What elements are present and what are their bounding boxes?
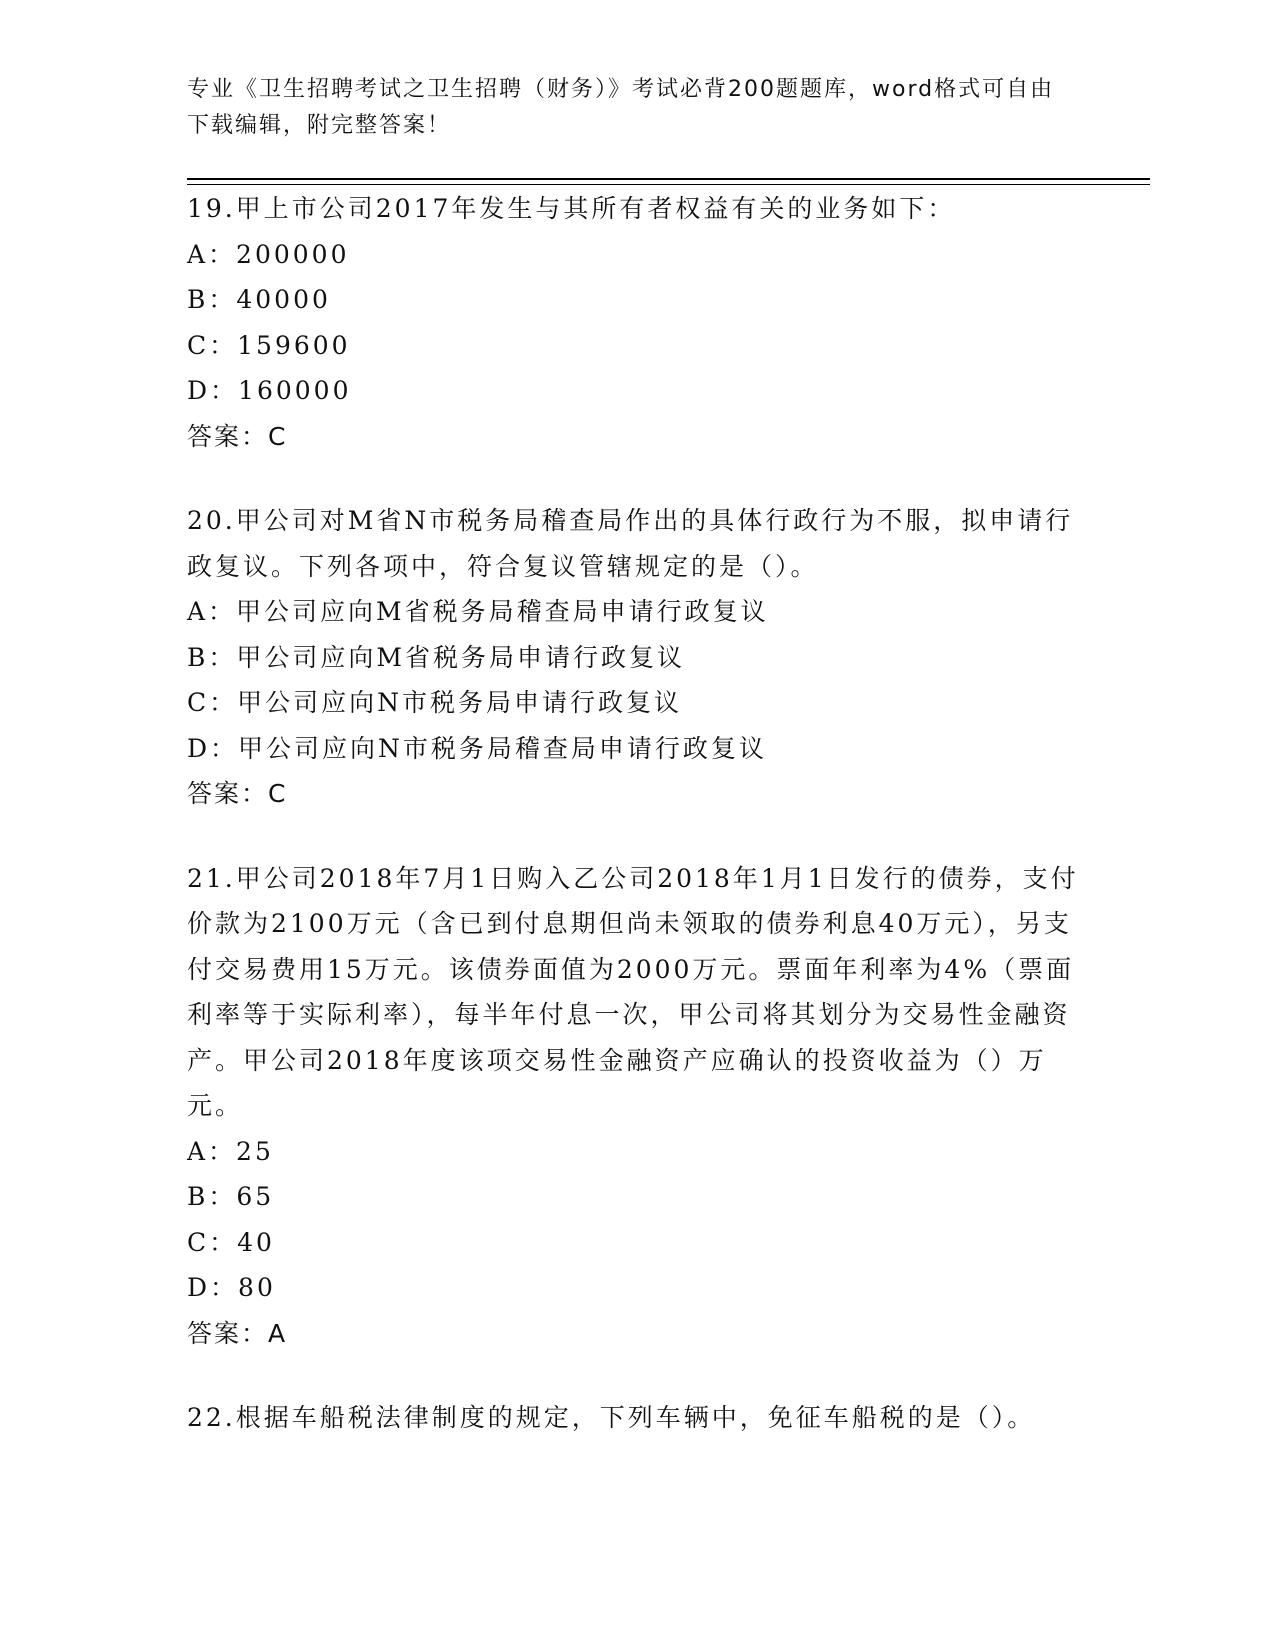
question-20 — [187, 498, 1087, 817]
question-21 — [187, 856, 1087, 1357]
option-b: B：65 — [187, 1182, 275, 1211]
question-stem: 21.甲公司2018年7月1日购入乙公司2018年1月1日发行的债券，支付价款为2100万元（含已到付息期但尚未领取的债券利息40万元），另支付交易费用15万元。该债券面值为2000万元。票面年利率为4%（票面利率等于实际利率），每半年付息一次，甲公司将其划分为交易性金融资产。甲公司2018年度该项交易性金融资产应确认的投资收益为（）万元。 — [187, 863, 1079, 1120]
option-d: D：160000 — [187, 376, 352, 405]
answer-line — [187, 1311, 1087, 1357]
answer-line — [187, 771, 1087, 817]
answer-label: 答案： — [187, 779, 269, 808]
option-b: B：40000 — [187, 285, 331, 314]
option-a: A：25 — [187, 1136, 274, 1166]
answer-label: 答案： — [187, 1318, 269, 1348]
answer-value: A — [268, 1318, 288, 1348]
option-a: A：200000 — [187, 239, 350, 269]
option-d: D：80 — [187, 1273, 276, 1302]
option-b: B：甲公司应向M省税务局申请行政复议 — [187, 642, 685, 672]
question-22 — [187, 1395, 1087, 1441]
document-header: 专业《卫生招聘考试之卫生招聘（财务）》考试必背200题题库，word格式可自由下载编辑，附完整答案！ — [187, 77, 1055, 138]
answer-value: C — [268, 421, 288, 451]
option-d: D：甲公司应向N市税务局稽查局申请行政复议 — [187, 733, 767, 763]
question-list — [187, 186, 1087, 1480]
question-stem: 22.根据车船税法律制度的规定，下列车辆中，免征车船税的是（）。 — [187, 1403, 1036, 1432]
option-c: C：40 — [187, 1227, 275, 1257]
answer-label: 答案： — [187, 421, 269, 451]
answer-line — [187, 414, 1087, 460]
question-19 — [187, 186, 1087, 459]
question-stem: 20.甲公司对M省N市税务局稽查局作出的具体行政行为不服，拟申请行政复议。下列各项中，符合复议管辖规定的是（）。 — [187, 506, 1074, 581]
option-c: C：甲公司应向N市税务局申请行政复议 — [187, 688, 683, 717]
option-c: C：159600 — [187, 330, 351, 360]
answer-value: C — [268, 779, 288, 808]
header-divider-thick — [187, 178, 1150, 180]
question-stem: 19.甲上市公司2017年发生与其所有者权益有关的业务如下： — [187, 194, 956, 223]
header-divider-thin — [187, 184, 1150, 185]
option-a: A：甲公司应向M省税务局稽查局申请行政复议 — [187, 597, 769, 626]
